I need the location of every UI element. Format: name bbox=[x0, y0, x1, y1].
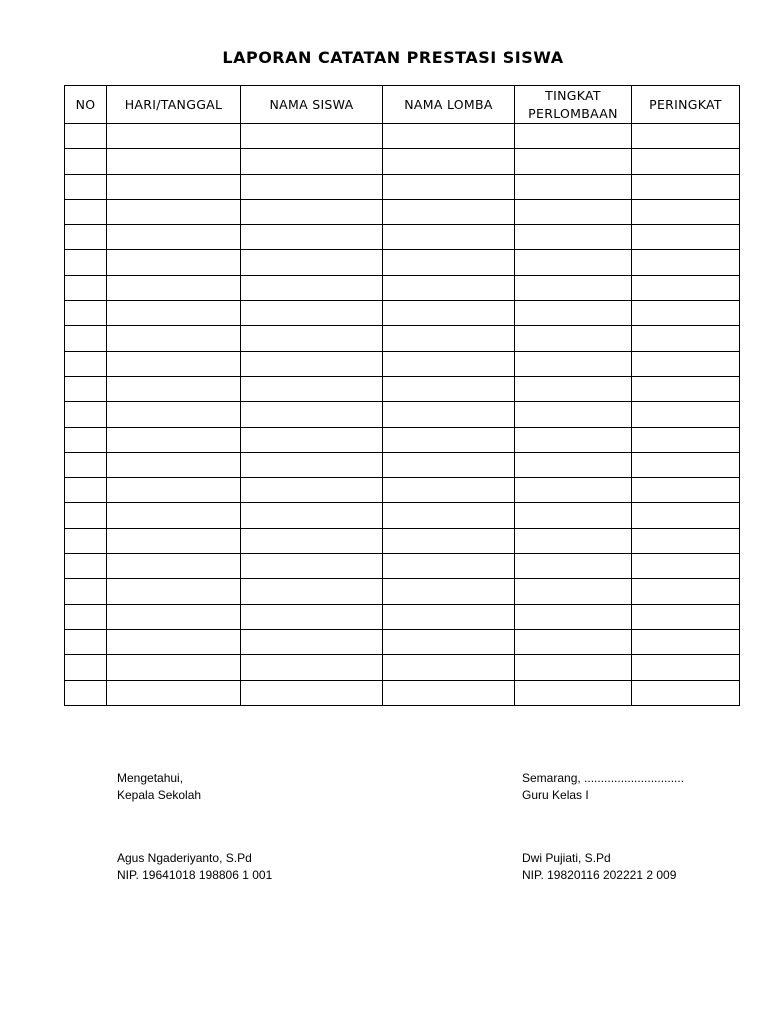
cell-rank bbox=[632, 503, 740, 528]
cell-no bbox=[65, 427, 107, 452]
cell-competition-name bbox=[383, 402, 515, 427]
cell-student-name bbox=[241, 655, 383, 680]
cell-student-name bbox=[241, 351, 383, 376]
cell-competition-name bbox=[383, 326, 515, 351]
cell-date bbox=[107, 655, 241, 680]
header-date: HARI/TANGGAL bbox=[107, 86, 241, 124]
cell-competition-level bbox=[515, 402, 632, 427]
cell-rank bbox=[632, 629, 740, 654]
cell-no bbox=[65, 250, 107, 275]
cell-competition-name bbox=[383, 275, 515, 300]
cell-date bbox=[107, 225, 241, 250]
cell-date bbox=[107, 503, 241, 528]
table-row bbox=[65, 680, 740, 705]
cell-competition-level bbox=[515, 629, 632, 654]
achievement-table bbox=[64, 85, 740, 706]
cell-student-name bbox=[241, 402, 383, 427]
cell-rank bbox=[632, 452, 740, 477]
cell-competition-name bbox=[383, 376, 515, 401]
signature-block-right bbox=[522, 770, 684, 804]
cell-rank bbox=[632, 326, 740, 351]
cell-student-name bbox=[241, 528, 383, 553]
table-row bbox=[65, 149, 740, 174]
cell-no bbox=[65, 402, 107, 427]
table-row bbox=[65, 452, 740, 477]
table-body bbox=[65, 124, 740, 706]
header-student-name: NAMA SISWA bbox=[241, 86, 383, 124]
cell-rank bbox=[632, 275, 740, 300]
cell-competition-level bbox=[515, 301, 632, 326]
table-row bbox=[65, 124, 740, 149]
table-row bbox=[65, 199, 740, 224]
cell-date bbox=[107, 301, 241, 326]
table-row bbox=[65, 655, 740, 680]
cell-rank bbox=[632, 427, 740, 452]
cell-student-name bbox=[241, 149, 383, 174]
header-competition-name: NAMA LOMBA bbox=[383, 86, 515, 124]
cell-date bbox=[107, 124, 241, 149]
cell-no bbox=[65, 326, 107, 351]
cell-competition-level bbox=[515, 199, 632, 224]
cell-rank bbox=[632, 199, 740, 224]
table-row bbox=[65, 554, 740, 579]
cell-date bbox=[107, 174, 241, 199]
teacher-nip: NIP. 19820116 202221 2 009 bbox=[522, 868, 677, 882]
cell-rank bbox=[632, 351, 740, 376]
cell-competition-level bbox=[515, 655, 632, 680]
header-competition-level bbox=[515, 86, 632, 124]
cell-date bbox=[107, 478, 241, 503]
cell-competition-level bbox=[515, 174, 632, 199]
cell-competition-name bbox=[383, 174, 515, 199]
cell-competition-name bbox=[383, 250, 515, 275]
cell-competition-name bbox=[383, 199, 515, 224]
cell-student-name bbox=[241, 427, 383, 452]
header-no: NO bbox=[65, 86, 107, 124]
cell-competition-name bbox=[383, 528, 515, 553]
cell-rank bbox=[632, 250, 740, 275]
cell-rank bbox=[632, 376, 740, 401]
cell-no bbox=[65, 225, 107, 250]
table-row bbox=[65, 225, 740, 250]
principal-name: Agus Ngaderiyanto, S.Pd bbox=[117, 851, 252, 865]
cell-rank bbox=[632, 604, 740, 629]
cell-date bbox=[107, 326, 241, 351]
cell-no bbox=[65, 149, 107, 174]
header-competition-level-line2: PERLOMBAAN bbox=[528, 105, 618, 121]
cell-competition-level bbox=[515, 604, 632, 629]
cell-student-name bbox=[241, 604, 383, 629]
table-row bbox=[65, 579, 740, 604]
cell-student-name bbox=[241, 554, 383, 579]
cell-competition-name bbox=[383, 149, 515, 174]
cell-student-name bbox=[241, 579, 383, 604]
cell-competition-name bbox=[383, 604, 515, 629]
cell-student-name bbox=[241, 275, 383, 300]
cell-competition-level bbox=[515, 478, 632, 503]
cell-no bbox=[65, 604, 107, 629]
table-row bbox=[65, 376, 740, 401]
cell-no bbox=[65, 554, 107, 579]
cell-date bbox=[107, 528, 241, 553]
table-header-row bbox=[65, 86, 740, 124]
cell-competition-level bbox=[515, 326, 632, 351]
cell-student-name bbox=[241, 503, 383, 528]
cell-student-name bbox=[241, 326, 383, 351]
cell-no bbox=[65, 680, 107, 705]
cell-date bbox=[107, 680, 241, 705]
cell-competition-level bbox=[515, 427, 632, 452]
cell-no bbox=[65, 199, 107, 224]
cell-competition-level bbox=[515, 680, 632, 705]
cell-competition-level bbox=[515, 579, 632, 604]
place-date-label: Semarang, .............................. bbox=[522, 771, 685, 785]
cell-competition-level bbox=[515, 376, 632, 401]
cell-no bbox=[65, 351, 107, 376]
cell-no bbox=[65, 629, 107, 654]
table-row bbox=[65, 326, 740, 351]
header-rank: PERINGKAT bbox=[632, 86, 740, 124]
cell-date bbox=[107, 402, 241, 427]
cell-no bbox=[65, 275, 107, 300]
cell-no bbox=[65, 301, 107, 326]
cell-no bbox=[65, 452, 107, 477]
cell-rank bbox=[632, 655, 740, 680]
cell-rank bbox=[632, 680, 740, 705]
cell-student-name bbox=[241, 124, 383, 149]
cell-competition-level bbox=[515, 124, 632, 149]
cell-rank bbox=[632, 225, 740, 250]
principal-nip: NIP. 19641018 198806 1 001 bbox=[117, 868, 273, 882]
cell-student-name bbox=[241, 199, 383, 224]
teacher-name: Dwi Pujiati, S.Pd bbox=[522, 851, 611, 865]
cell-competition-name bbox=[383, 629, 515, 654]
table-row bbox=[65, 629, 740, 654]
cell-competition-level bbox=[515, 554, 632, 579]
table-row bbox=[65, 427, 740, 452]
cell-competition-name bbox=[383, 655, 515, 680]
table-row bbox=[65, 250, 740, 275]
cell-rank bbox=[632, 124, 740, 149]
cell-competition-name bbox=[383, 351, 515, 376]
cell-no bbox=[65, 376, 107, 401]
cell-date bbox=[107, 579, 241, 604]
teacher-title: Guru Kelas I bbox=[522, 788, 589, 802]
cell-rank bbox=[632, 402, 740, 427]
cell-rank bbox=[632, 174, 740, 199]
cell-no bbox=[65, 655, 107, 680]
cell-competition-name bbox=[383, 452, 515, 477]
cell-date bbox=[107, 275, 241, 300]
cell-competition-name bbox=[383, 680, 515, 705]
cell-date bbox=[107, 351, 241, 376]
cell-no bbox=[65, 174, 107, 199]
table-row bbox=[65, 604, 740, 629]
cell-no bbox=[65, 528, 107, 553]
cell-date bbox=[107, 427, 241, 452]
table-row bbox=[65, 275, 740, 300]
cell-student-name bbox=[241, 452, 383, 477]
table-row bbox=[65, 301, 740, 326]
cell-competition-name bbox=[383, 478, 515, 503]
table-row bbox=[65, 478, 740, 503]
cell-date bbox=[107, 452, 241, 477]
cell-competition-name bbox=[383, 554, 515, 579]
cell-rank bbox=[632, 579, 740, 604]
cell-no bbox=[65, 503, 107, 528]
cell-competition-name bbox=[383, 225, 515, 250]
cell-student-name bbox=[241, 225, 383, 250]
cell-competition-name bbox=[383, 503, 515, 528]
table-row bbox=[65, 351, 740, 376]
cell-no bbox=[65, 478, 107, 503]
cell-no bbox=[65, 124, 107, 149]
cell-competition-level bbox=[515, 225, 632, 250]
cell-date bbox=[107, 250, 241, 275]
table-row bbox=[65, 503, 740, 528]
cell-competition-level bbox=[515, 250, 632, 275]
acknowledgement-label: Mengetahui, bbox=[117, 771, 184, 785]
cell-competition-level bbox=[515, 275, 632, 300]
cell-competition-level bbox=[515, 452, 632, 477]
cell-competition-name bbox=[383, 124, 515, 149]
cell-student-name bbox=[241, 680, 383, 705]
cell-rank bbox=[632, 528, 740, 553]
signature-block-left bbox=[117, 770, 201, 804]
cell-competition-level bbox=[515, 149, 632, 174]
cell-competition-level bbox=[515, 351, 632, 376]
cell-rank bbox=[632, 554, 740, 579]
principal-title: Kepala Sekolah bbox=[117, 788, 202, 802]
cell-date bbox=[107, 604, 241, 629]
table-row bbox=[65, 402, 740, 427]
cell-rank bbox=[632, 478, 740, 503]
cell-competition-name bbox=[383, 427, 515, 452]
cell-date bbox=[107, 149, 241, 174]
cell-student-name bbox=[241, 629, 383, 654]
document-title: LAPORAN CATATAN PRESTASI SISWA bbox=[222, 48, 564, 67]
cell-student-name bbox=[241, 301, 383, 326]
header-competition-level-line1: TINGKAT bbox=[545, 87, 601, 103]
cell-competition-name bbox=[383, 579, 515, 604]
cell-date bbox=[107, 376, 241, 401]
cell-date bbox=[107, 554, 241, 579]
cell-rank bbox=[632, 301, 740, 326]
cell-student-name bbox=[241, 478, 383, 503]
signature-name-right bbox=[522, 850, 676, 884]
cell-rank bbox=[632, 149, 740, 174]
cell-student-name bbox=[241, 376, 383, 401]
cell-student-name bbox=[241, 250, 383, 275]
cell-competition-name bbox=[383, 301, 515, 326]
signature-name-left bbox=[117, 850, 272, 884]
table-row bbox=[65, 528, 740, 553]
cell-student-name bbox=[241, 174, 383, 199]
cell-competition-level bbox=[515, 503, 632, 528]
cell-date bbox=[107, 629, 241, 654]
cell-competition-level bbox=[515, 528, 632, 553]
cell-no bbox=[65, 579, 107, 604]
table-row bbox=[65, 174, 740, 199]
cell-date bbox=[107, 199, 241, 224]
